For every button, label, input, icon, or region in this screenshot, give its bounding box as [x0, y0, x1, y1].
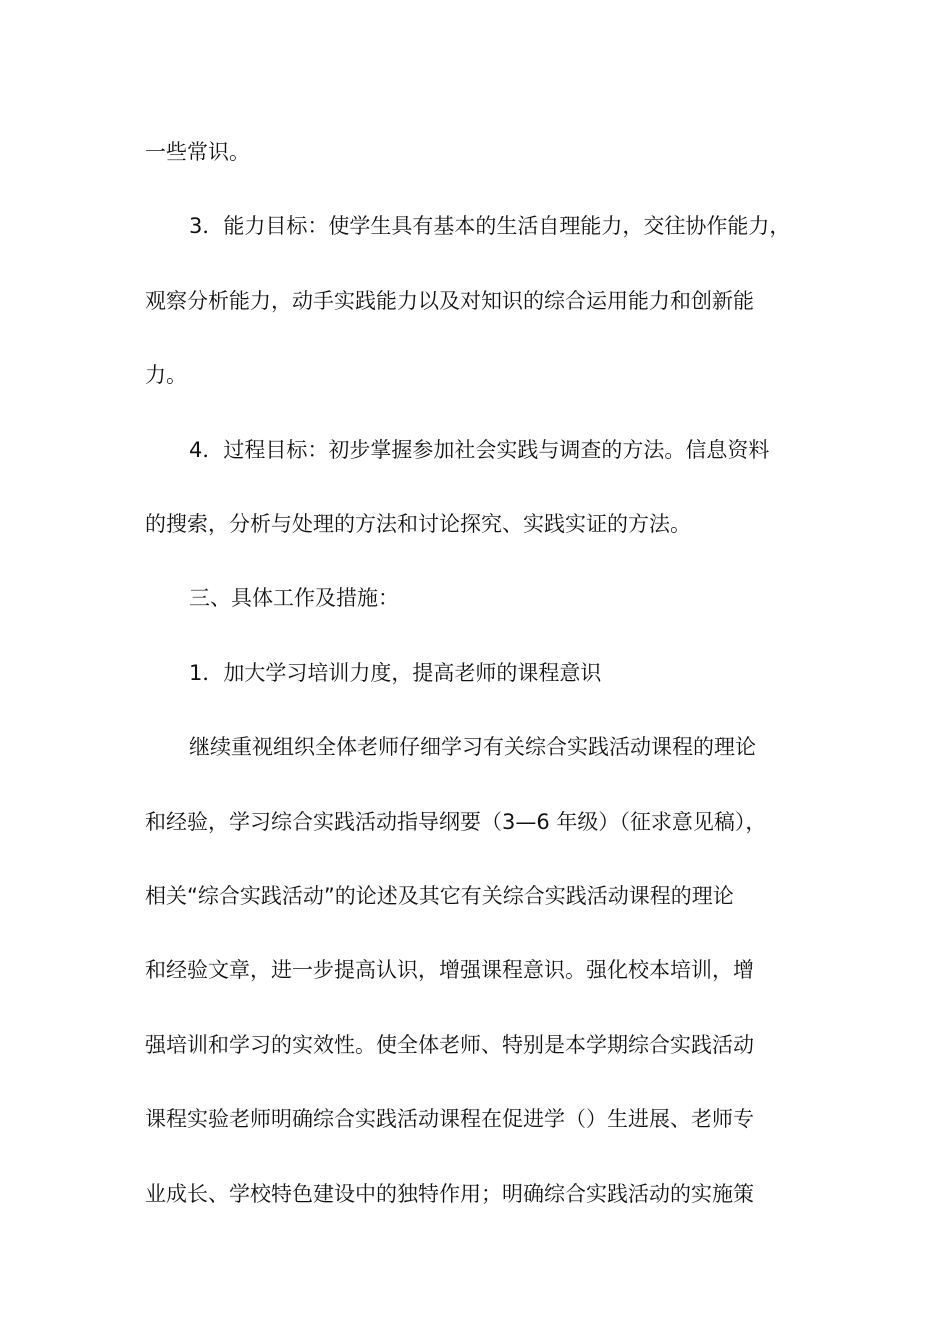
paragraph-line-1: 继续重视组织全体老师仔细学习有关综合实践活动课程的理论	[189, 735, 756, 759]
paragraph-line-3: 相关“综合实践活动”的论述及其它有关综合实践活动课程的理论	[145, 884, 734, 908]
paragraph-line-2: 和经验，学习综合实践活动指导纲要（3—6 年级）（征求意见稿），	[145, 810, 767, 834]
text-line-1: 一些常识。	[145, 140, 250, 164]
process-goal-line-1: 4．过程目标：初步掌握参加社会实践与调查的方法。信息资料	[189, 438, 770, 462]
ability-goal-line-1: 3．能力目标：使学生具有基本的生活自理能力，交往协作能力，	[189, 214, 791, 238]
paragraph-line-5: 强培训和学习的实效性。使全体老师、特别是本学期综合实践活动	[145, 1033, 754, 1057]
ability-goal-line-3: 力。	[145, 363, 187, 387]
ability-goal-line-2: 观察分析能力，动手实践能力以及对知识的综合运用能力和创新能	[145, 289, 754, 313]
paragraph-line-7: 业成长、学校特色建设中的独特作用；明确综合实践活动的实施策	[145, 1182, 754, 1206]
process-goal-line-2: 的搜索，分析与处理的方法和讨论探究、实践实证的方法。	[145, 512, 691, 536]
subsection-heading: 1．加大学习培训力度，提高老师的课程意识	[189, 661, 602, 685]
section-heading: 三、具体工作及措施：	[189, 586, 399, 610]
paragraph-line-4: 和经验文章，进一步提高认识，增强课程意识。强化校本培训，增	[145, 958, 754, 982]
paragraph-line-6: 课程实验老师明确综合实践活动课程在促进学（）生进展、老师专	[145, 1107, 754, 1131]
